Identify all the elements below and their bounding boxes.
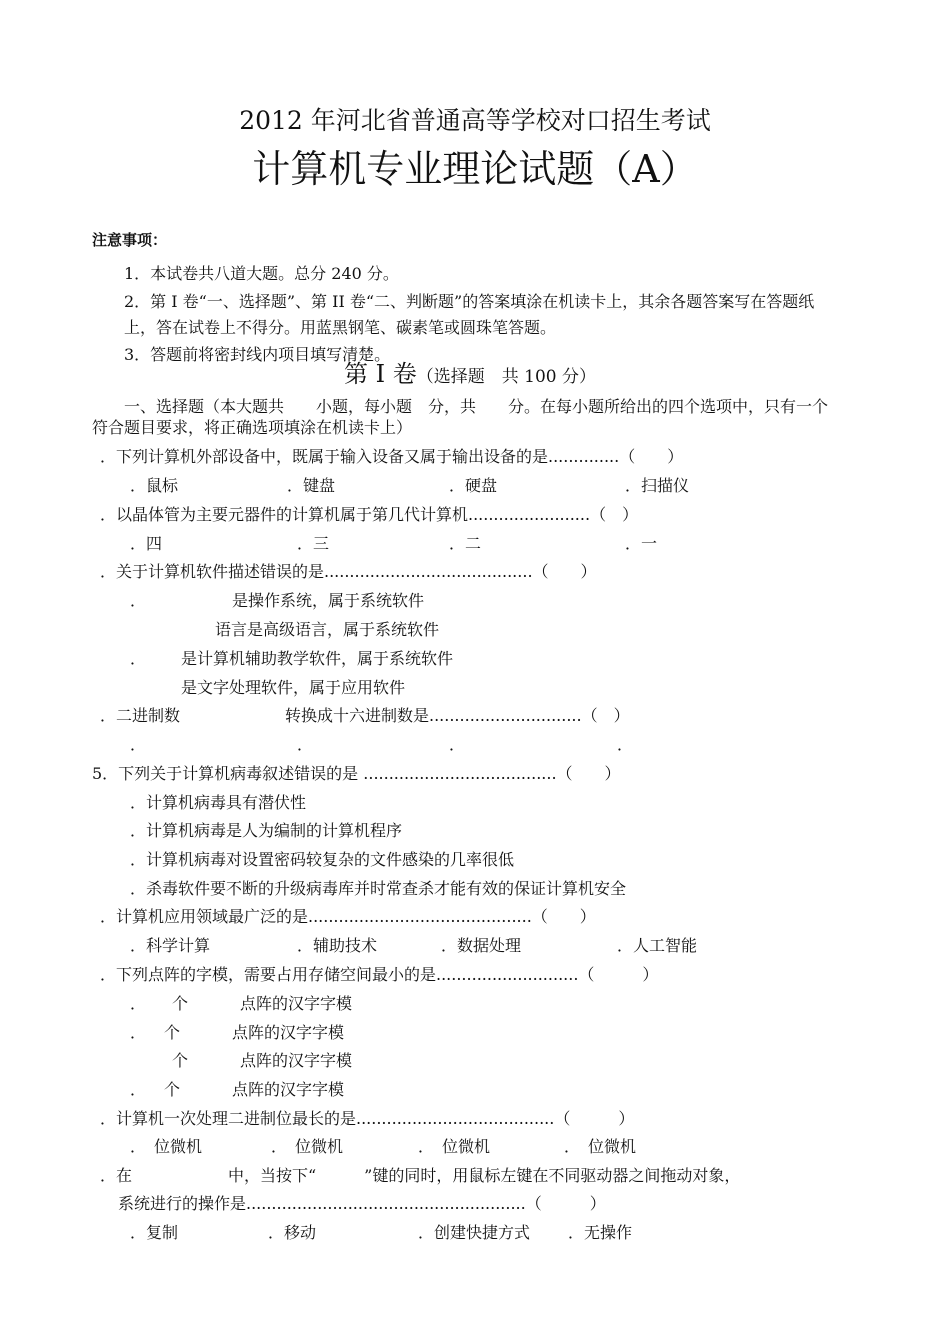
option-a-marker: ． [130,994,147,1013]
notice-heading: 注意事项： [92,231,168,249]
option-d: ． 位微机 [564,1137,637,1156]
section-instruction: 一、选择题（本大题共 小题，每小题 分，共 分。在每小题所给出的四个选项中，只有一个 [124,397,829,416]
option-d: ．一 [625,534,658,553]
option-a: 点阵的汉字字模 [240,994,353,1013]
option-b-marker: ． [130,1023,147,1042]
question-stem: ．二进制数 [100,706,181,725]
option-b: ．键盘 [287,476,336,495]
option-d: ．杀毒软件要不断的升级病毒库并时常查杀才能有效的保证计算机安全 [130,879,627,898]
question-stem: ．以晶体管为主要元器件的计算机属于第几代计算机........................（ ） [100,505,639,524]
question-stem-cont: 转换成十六进制数是..............................（ ） [285,706,630,725]
option-a-unit: 个 [172,994,189,1013]
option-c: 点阵的汉字字模 [240,1051,353,1070]
notice-item: 1．本试卷共八道大题。总分 240 分。 [124,264,399,283]
option-a: ． [130,735,147,754]
option-d: ． [617,735,634,754]
option-b: ．辅助技术 [297,936,378,955]
notice-item: 上，答在试卷上不得分。用蓝黑钢笔、碳素笔或圆珠笔答题。 [124,318,557,337]
question-stem-cont: 中，当按下“ ”键的同时，用鼠标左键在不同驱动器之间拖动对象， [228,1166,741,1185]
option-b: 点阵的汉字字模 [232,1023,345,1042]
option-d: 点阵的汉字字模 [232,1080,345,1099]
option-c-unit: 个 [172,1051,189,1070]
option-a: ．科学计算 [130,936,211,955]
question-stem: 5．下列关于计算机病毒叙述错误的是 ......................................（ ） [92,764,621,783]
option-b: ．计算机病毒是人为编制的计算机程序 [130,821,403,840]
section-title-sub: （选择题 共 100 分） [416,367,597,387]
option-a: ．计算机病毒具有潜伏性 [130,793,307,812]
option-d: ．人工智能 [617,936,698,955]
option-b: ．三 [297,534,330,553]
option-a: ．复制 [130,1223,179,1242]
option-d: 是文字处理软件，属于应用软件 [181,678,406,697]
option-d: ．无操作 [568,1223,633,1242]
option-d: ．扫描仪 [625,476,690,495]
option-c: ．硬盘 [449,476,498,495]
option-c: ． [449,735,466,754]
question-stem: ．关于计算机软件描述错误的是.........................................（ ） [100,562,597,581]
option-d-unit: 个 [164,1080,181,1099]
option-c: ．数据处理 [441,936,522,955]
option-a: ．四 [130,534,163,553]
option-b: ． [297,735,314,754]
option-b: 语言是高级语言，属于系统软件 [215,620,440,639]
option-b-unit: 个 [164,1023,181,1042]
question-stem: ．下列计算机外部设备中，既属于输入设备又属于输出设备的是..............（ ） [100,447,684,466]
option-a: 是操作系统，属于系统软件 [232,591,425,610]
section-title-main: 第 I 卷 [344,360,417,388]
option-b: ．移动 [268,1223,317,1242]
question-stem: ．在 [100,1166,133,1185]
section-title [344,362,596,386]
option-c: ．计算机病毒对设置密码较复杂的文件感染的几率很低 [130,850,515,869]
question-stem: ．计算机应用领域最广泛的是............................................（ ） [100,907,596,926]
section-instruction: 符合题目要求，将正确选项填涂在机读卡上） [92,418,413,437]
option-c: ．二 [449,534,482,553]
option-d-marker: ． [130,1080,147,1099]
option-b: ． 位微机 [271,1137,344,1156]
option-a-marker: ． [130,591,147,610]
option-a: ．鼠标 [130,476,179,495]
question-stem: ．下列点阵的字模，需要占用存储空间最小的是............................（ ） [100,965,659,984]
paper-title: 计算机专业理论试题（A） [252,147,698,191]
option-c: ． 位微机 [418,1137,491,1156]
question-stem-cont: 系统进行的操作是.......................................................（ ） [118,1194,606,1213]
option-a: ． 位微机 [130,1137,203,1156]
notice-item: 2．第 I 卷“一、选择题”、第 II 卷“二、判断题”的答案填涂在机读卡上，其余各题答案写在答题纸 [124,292,815,311]
exam-title: 2012 年河北省普通高等学校对口招生考试 [239,106,711,135]
option-c: 是计算机辅助教学软件，属于系统软件 [181,649,454,668]
option-c: ．创建快捷方式 [418,1223,531,1242]
question-stem: ．计算机一次处理二进制位最长的是.......................................（ ） [100,1109,635,1128]
option-c-marker: ． [130,649,147,668]
notice-item: 3．答题前将密封线内项目填写清楚。 [124,345,391,364]
